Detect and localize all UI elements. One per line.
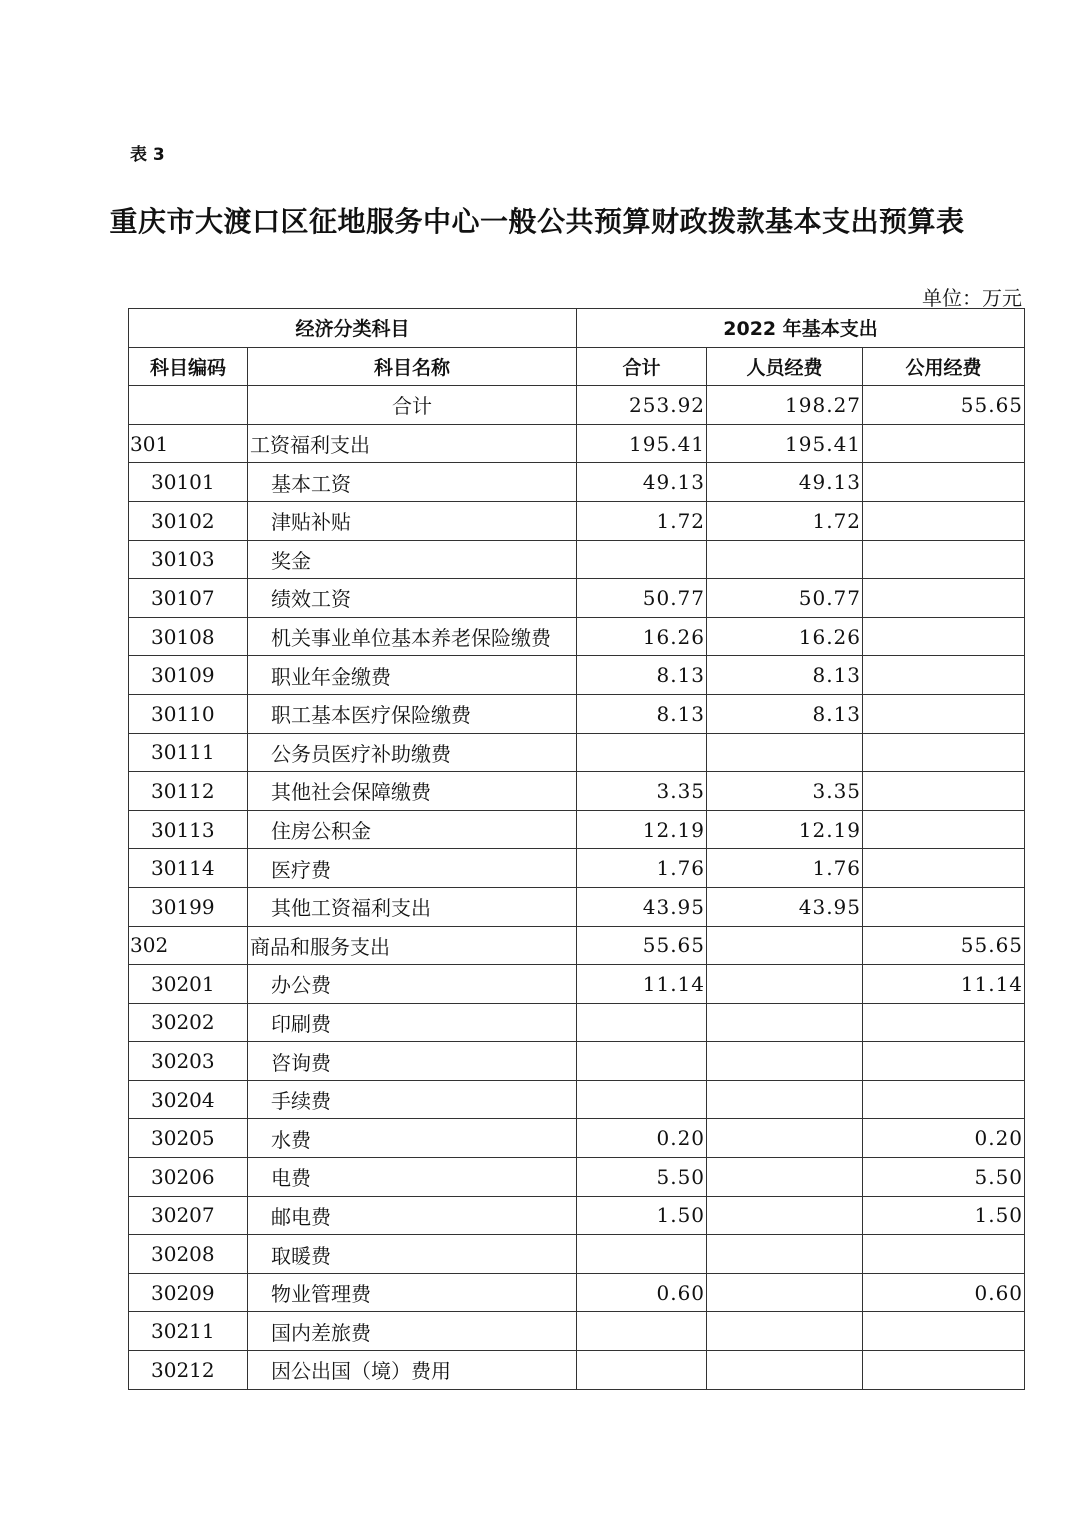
cell-code: 30113 — [129, 810, 248, 849]
cell-total — [577, 1042, 707, 1081]
cell-name: 水费 — [248, 1119, 577, 1158]
cell-public — [863, 579, 1025, 618]
cell-name: 公务员医疗补助缴费 — [248, 733, 577, 772]
cell-personnel: 50.77 — [707, 579, 863, 618]
cell-total: 1.50 — [577, 1196, 707, 1235]
cell-name: 咨询费 — [248, 1042, 577, 1081]
cell-personnel: 1.72 — [707, 501, 863, 540]
table-row — [129, 887, 1025, 926]
cell-name: 印刷费 — [248, 1003, 577, 1042]
cell-total: 12.19 — [577, 810, 707, 849]
header-row-group — [129, 309, 1025, 348]
cell-public: 0.20 — [863, 1119, 1025, 1158]
table-row — [129, 772, 1025, 811]
cell-public — [863, 887, 1025, 926]
cell-personnel: 16.26 — [707, 617, 863, 656]
cell-total — [577, 1080, 707, 1119]
cell-name: 职工基本医疗保险缴费 — [248, 694, 577, 733]
cell-total: 55.65 — [577, 926, 707, 965]
cell-personnel — [707, 1312, 863, 1351]
cell-personnel — [707, 1273, 863, 1312]
cell-total: 0.60 — [577, 1273, 707, 1312]
cell-total: 1.76 — [577, 849, 707, 888]
cell-name: 机关事业单位基本养老保险缴费 — [248, 617, 577, 656]
cell-name: 取暖费 — [248, 1235, 577, 1274]
cell-total: 16.26 — [577, 617, 707, 656]
cell-code: 30208 — [129, 1235, 248, 1274]
cell-public: 1.50 — [863, 1196, 1025, 1235]
header-name: 科目名称 — [248, 347, 577, 386]
cell-personnel — [707, 1158, 863, 1197]
cell-name: 因公出国（境）费用 — [248, 1351, 577, 1390]
unit-label: 单位：万元 — [922, 286, 1022, 310]
table-row — [129, 424, 1025, 463]
cell-total: 195.41 — [577, 424, 707, 463]
table-row — [129, 1351, 1025, 1390]
page-title: 重庆市大渡口区征地服务中心一般公共预算财政拨款基本支出预算表 — [109, 205, 965, 238]
cell-code: 30199 — [129, 887, 248, 926]
cell-personnel: 49.13 — [707, 463, 863, 502]
cell-code: 30103 — [129, 540, 248, 579]
table-row — [129, 1080, 1025, 1119]
cell-name: 物业管理费 — [248, 1273, 577, 1312]
cell-personnel — [707, 1042, 863, 1081]
table-row — [129, 579, 1025, 618]
cell-code: 30202 — [129, 1003, 248, 1042]
cell-personnel — [707, 1351, 863, 1390]
cell-personnel — [707, 1080, 863, 1119]
cell-total — [577, 540, 707, 579]
header-economic-category: 经济分类科目 — [129, 309, 577, 348]
cell-personnel: 3.35 — [707, 772, 863, 811]
cell-personnel: 8.13 — [707, 694, 863, 733]
cell-name: 其他工资福利支出 — [248, 887, 577, 926]
cell-total — [577, 1003, 707, 1042]
cell-code: 30101 — [129, 463, 248, 502]
cell-personnel — [707, 540, 863, 579]
cell-public — [863, 1003, 1025, 1042]
cell-code: 30201 — [129, 965, 248, 1004]
cell-public — [863, 1351, 1025, 1390]
cell-name: 邮电费 — [248, 1196, 577, 1235]
cell-personnel: 198.27 — [707, 386, 863, 425]
cell-personnel: 12.19 — [707, 810, 863, 849]
cell-total — [577, 1351, 707, 1390]
cell-code: 30102 — [129, 501, 248, 540]
cell-public: 55.65 — [863, 926, 1025, 965]
cell-public: 11.14 — [863, 965, 1025, 1004]
cell-name: 电费 — [248, 1158, 577, 1197]
cell-personnel — [707, 926, 863, 965]
cell-name: 医疗费 — [248, 849, 577, 888]
cell-code: 30203 — [129, 1042, 248, 1081]
header-public: 公用经费 — [863, 347, 1025, 386]
cell-name: 绩效工资 — [248, 579, 577, 618]
cell-public — [863, 656, 1025, 695]
cell-total — [577, 1312, 707, 1351]
cell-public — [863, 810, 1025, 849]
cell-public: 5.50 — [863, 1158, 1025, 1197]
cell-personnel — [707, 1196, 863, 1235]
cell-personnel — [707, 965, 863, 1004]
cell-name: 手续费 — [248, 1080, 577, 1119]
cell-code: 30109 — [129, 656, 248, 695]
cell-public — [863, 849, 1025, 888]
table-row — [129, 1003, 1025, 1042]
cell-total: 0.20 — [577, 1119, 707, 1158]
cell-personnel — [707, 1235, 863, 1274]
cell-code: 30108 — [129, 617, 248, 656]
cell-code: 30211 — [129, 1312, 248, 1351]
header-row-columns — [129, 347, 1025, 386]
table-row — [129, 1312, 1025, 1351]
cell-code: 30205 — [129, 1119, 248, 1158]
cell-public: 55.65 — [863, 386, 1025, 425]
cell-code: 30204 — [129, 1080, 248, 1119]
cell-name: 合计 — [248, 386, 577, 425]
cell-personnel — [707, 733, 863, 772]
cell-name: 住房公积金 — [248, 810, 577, 849]
header-code: 科目编码 — [129, 347, 248, 386]
cell-name: 津贴补贴 — [248, 501, 577, 540]
cell-code: 30212 — [129, 1351, 248, 1390]
table-row — [129, 810, 1025, 849]
cell-public — [863, 733, 1025, 772]
cell-total: 8.13 — [577, 694, 707, 733]
table-row — [129, 926, 1025, 965]
cell-total — [577, 733, 707, 772]
cell-personnel — [707, 1119, 863, 1158]
budget-table — [128, 308, 1025, 1390]
table-row — [129, 965, 1025, 1004]
cell-total — [577, 1235, 707, 1274]
cell-public — [863, 1080, 1025, 1119]
cell-code: 302 — [129, 926, 248, 965]
cell-total: 11.14 — [577, 965, 707, 1004]
header-total: 合计 — [577, 347, 707, 386]
cell-total: 253.92 — [577, 386, 707, 425]
cell-code — [129, 386, 248, 425]
cell-public — [863, 501, 1025, 540]
table-row — [129, 694, 1025, 733]
cell-name: 基本工资 — [248, 463, 577, 502]
cell-personnel — [707, 1003, 863, 1042]
cell-code: 301 — [129, 424, 248, 463]
table-row — [129, 1273, 1025, 1312]
cell-total: 49.13 — [577, 463, 707, 502]
cell-public — [863, 617, 1025, 656]
cell-code: 30206 — [129, 1158, 248, 1197]
cell-public — [863, 1235, 1025, 1274]
table-row — [129, 733, 1025, 772]
table-row — [129, 617, 1025, 656]
table-row — [129, 849, 1025, 888]
table-body — [129, 386, 1025, 1389]
header-personnel: 人员经费 — [707, 347, 863, 386]
cell-public — [863, 694, 1025, 733]
cell-public — [863, 540, 1025, 579]
cell-public — [863, 424, 1025, 463]
cell-public — [863, 772, 1025, 811]
table-row — [129, 1042, 1025, 1081]
table-row — [129, 656, 1025, 695]
table-row — [129, 1196, 1025, 1235]
cell-total: 43.95 — [577, 887, 707, 926]
cell-public: 0.60 — [863, 1273, 1025, 1312]
table-label: 表 3 — [130, 145, 165, 165]
cell-personnel: 43.95 — [707, 887, 863, 926]
table-row — [129, 540, 1025, 579]
header-basic-expenditure: 2022 年基本支出 — [577, 309, 1025, 348]
cell-public — [863, 463, 1025, 502]
cell-code: 30111 — [129, 733, 248, 772]
table-row — [129, 1158, 1025, 1197]
table-row — [129, 1119, 1025, 1158]
cell-name: 奖金 — [248, 540, 577, 579]
cell-code: 30107 — [129, 579, 248, 618]
cell-personnel: 1.76 — [707, 849, 863, 888]
cell-name: 办公费 — [248, 965, 577, 1004]
table-row — [129, 386, 1025, 425]
cell-total: 1.72 — [577, 501, 707, 540]
cell-total: 8.13 — [577, 656, 707, 695]
cell-personnel: 8.13 — [707, 656, 863, 695]
cell-name: 工资福利支出 — [248, 424, 577, 463]
cell-total: 50.77 — [577, 579, 707, 618]
cell-name: 职业年金缴费 — [248, 656, 577, 695]
cell-code: 30207 — [129, 1196, 248, 1235]
cell-public — [863, 1042, 1025, 1081]
cell-code: 30112 — [129, 772, 248, 811]
cell-name: 商品和服务支出 — [248, 926, 577, 965]
cell-name: 其他社会保障缴费 — [248, 772, 577, 811]
cell-code: 30209 — [129, 1273, 248, 1312]
cell-name: 国内差旅费 — [248, 1312, 577, 1351]
cell-total: 5.50 — [577, 1158, 707, 1197]
table-row — [129, 1235, 1025, 1274]
cell-code: 30114 — [129, 849, 248, 888]
table-row — [129, 463, 1025, 502]
cell-personnel: 195.41 — [707, 424, 863, 463]
cell-total: 3.35 — [577, 772, 707, 811]
cell-public — [863, 1312, 1025, 1351]
table-row — [129, 501, 1025, 540]
cell-code: 30110 — [129, 694, 248, 733]
